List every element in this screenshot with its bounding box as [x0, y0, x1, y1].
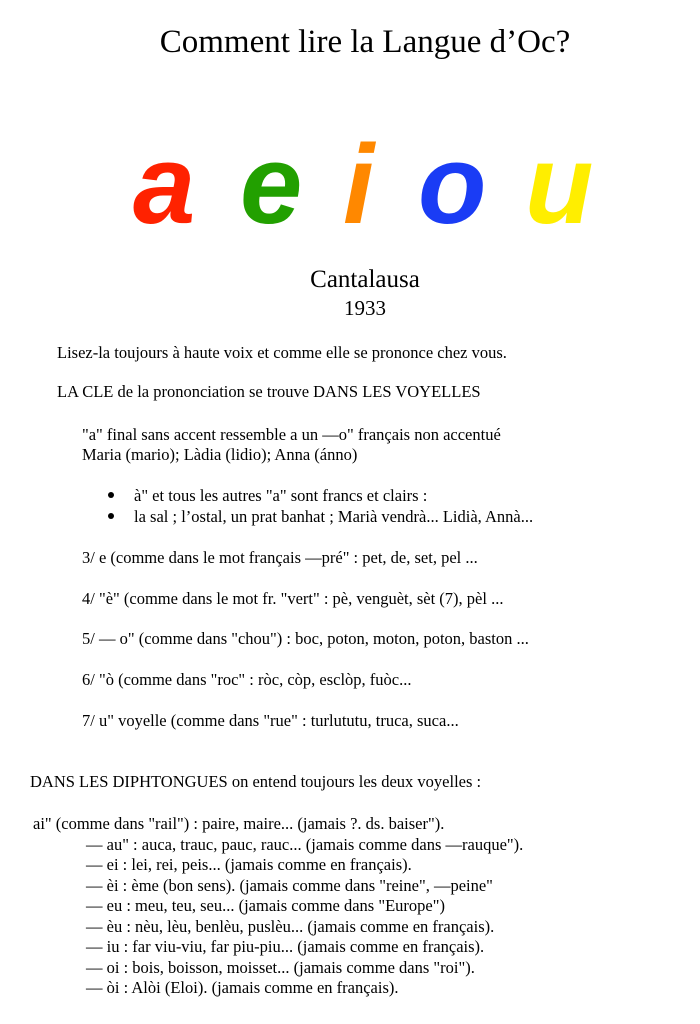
rule-3: 3/ e (comme dans le mot français —pré" : pet, de, set, pel ...: [82, 548, 478, 567]
vowel-a: a: [133, 122, 196, 247]
diphthong-item: — au" : auca, trauc, pauc, rauc... (jamais comme dans —rauque").: [86, 835, 524, 854]
vowel-i: i: [343, 122, 375, 247]
diphthong-item: — oi : bois, boisson, moisset... (jamais comme dans "roi").: [86, 958, 475, 977]
diphthong-ai: ai" (comme dans "rail") : paire, maire... (jamais ?. ds. baiser").: [33, 814, 445, 833]
rule-a-final: "a" final sans accent ressemble a un —o" français non accentué: [82, 425, 501, 444]
rule-4: 4/ "è" (comme dans le mot fr. "vert" : pè, venguèt, sèt (7), pèl ...: [82, 589, 504, 608]
intro-line-1: Lisez-la toujours à haute voix et comme elle se prononce chez vous.: [57, 343, 507, 362]
bullet-icon: [108, 513, 114, 519]
bullet-icon: [108, 492, 114, 498]
diphthong-item: — èi : ème (bon sens). (jamais comme dans "reine", —peine": [86, 876, 493, 895]
author-name: Cantalausa: [310, 266, 420, 293]
colored-vowels: [0, 120, 700, 250]
vowel-e: e: [240, 122, 303, 247]
diphthongs-heading: DANS LES DIPHTONGUES on entend toujours les deux voyelles :: [30, 772, 482, 791]
list-item: la sal ; l’ostal, un prat banhat ; Marià vendrà... Lidià, Annà...: [108, 507, 533, 527]
diphthong-item: — eu : meu, teu, seu... (jamais comme dans "Europe"): [86, 896, 445, 915]
list-item: à" et tous les autres "a" sont francs et clairs :: [108, 486, 427, 506]
diphthong-item: — ei : lei, rei, peis... (jamais comme en français).: [86, 855, 412, 874]
intro-line-2: LA CLE de la prononciation se trouve DANS LES VOYELLES: [57, 382, 481, 401]
diphthong-item: — iu : far viu-viu, far piu-piu... (jamais comme en français).: [86, 937, 485, 956]
rule-a-examples: Maria (mario); Làdia (lidio); Anna (ánno): [82, 445, 358, 464]
rule-5: 5/ — o" (comme dans "chou") : boc, poton, moton, poton, baston ...: [82, 629, 529, 648]
diphthong-item: — òi : Alòi (Eloi). (jamais comme en français).: [86, 978, 399, 997]
vowel-o: o: [418, 122, 487, 247]
rule-7: 7/ u" voyelle (comme dans "rue" : turlututu, truca, suca...: [82, 711, 459, 730]
publication-year: 1933: [344, 296, 386, 320]
page-title: Comment lire la Langue d’Oc?: [159, 24, 571, 60]
rule-6: 6/ "ò (comme dans "roc" : ròc, còp, esclòp, fuòc...: [82, 670, 412, 689]
vowel-u: u: [525, 122, 594, 247]
diphthong-item: — èu : nèu, lèu, benlèu, puslèu... (jamais comme en français).: [86, 917, 495, 936]
